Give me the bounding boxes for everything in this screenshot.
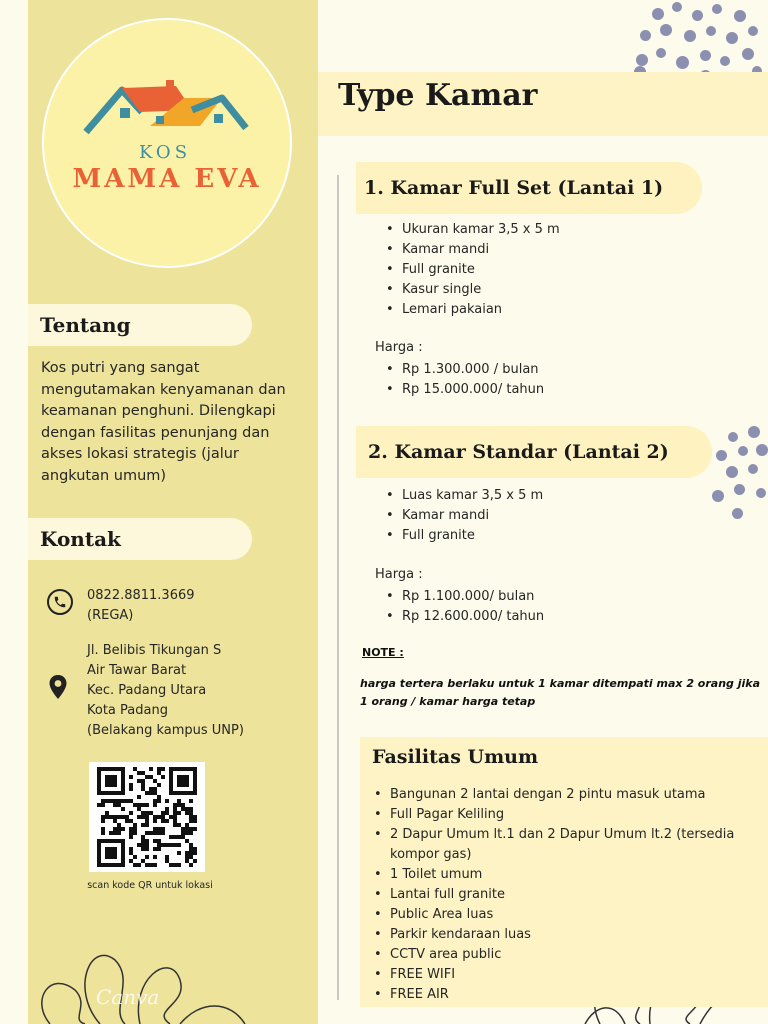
logo-kos-text: KOS — [138, 142, 192, 163]
phone-icon — [47, 589, 73, 615]
tentang-heading-pill — [28, 304, 252, 346]
list-item: • Lemari pakaian — [384, 300, 560, 320]
note-text: harga tertera berlaku untuk 1 kamar ditempati max 2 orang jika 1 orang / kamar harga tetap — [360, 677, 761, 708]
decorative-swirl-left — [30, 930, 250, 1024]
list-item: • Kamar mandi — [384, 240, 560, 260]
location-qr-code[interactable] — [89, 762, 205, 872]
list-item: • Parkir kendaraan luas — [372, 925, 757, 945]
phone-contact-name: (REGA) — [87, 608, 134, 623]
list-item: • Kamar mandi — [384, 506, 543, 526]
room2-price-label: Harga : — [375, 567, 423, 582]
canva-watermark: Canva — [96, 985, 160, 1009]
list-item: • CCTV area public — [372, 945, 757, 965]
list-item: • Kasur single — [384, 280, 560, 300]
price-item: • Rp 12.600.000/ tahun — [384, 607, 544, 627]
location-pin-icon — [46, 674, 70, 704]
list-item: • Lantai full granite — [372, 885, 757, 905]
kontak-heading: Kontak — [40, 527, 121, 551]
list-item: • FREE WIFI — [372, 965, 757, 985]
house-logo-icon — [80, 80, 250, 140]
list-item: • 1 Toilet umum — [372, 865, 757, 885]
list-item: • FREE AIR — [372, 985, 757, 1005]
price-item: • Rp 1.300.000 / bulan — [384, 360, 544, 380]
qr-caption: scan kode QR untuk lokasi — [87, 880, 213, 891]
list-item: • Ukuran kamar 3,5 x 5 m — [384, 220, 560, 240]
list-item: • Full granite — [384, 526, 543, 546]
tentang-heading: Tentang — [40, 313, 131, 337]
room1-features — [384, 220, 560, 320]
list-item: • Public Area luas — [372, 905, 757, 925]
room2-heading: 2. Kamar Standar (Lantai 2) — [368, 441, 669, 463]
room1-heading: 1. Kamar Full Set (Lantai 1) — [364, 177, 664, 199]
logo-brand-name: MAMA EVA — [72, 164, 262, 194]
price-item: • Rp 15.000.000/ tahun — [384, 380, 544, 400]
address-line: Air Tawar Barat — [87, 663, 187, 678]
page-title: Type Kamar — [338, 78, 538, 113]
room1-prices — [384, 360, 544, 400]
price-item: • Rp 1.100.000/ bulan — [384, 587, 544, 607]
room2-features — [384, 486, 543, 546]
note-label: NOTE : — [362, 646, 404, 659]
address-line: (Belakang kampus UNP) — [87, 723, 244, 738]
phone-number[interactable]: 0822.8811.3669 — [87, 588, 195, 603]
list-item: • Luas kamar 3,5 x 5 m — [384, 486, 543, 506]
fasilitas-list — [372, 785, 757, 1005]
fasilitas-heading: Fasilitas Umum — [372, 746, 539, 768]
list-item: • Full Pagar Keliling — [372, 805, 757, 825]
address-line: Kota Padang — [87, 703, 168, 718]
about-description: Kos putri yang sangat mengutamakan kenyamanan dan keamanan penghuni. Dilengkapi dengan fasilitas penunjang dan akses lokasi strategis (jalur angkutan umum) — [41, 360, 286, 484]
divider-line — [337, 175, 339, 1000]
room2-prices — [384, 587, 544, 627]
phone-contact[interactable] — [87, 586, 195, 626]
address-line: Jl. Belibis Tikungan S — [87, 643, 222, 658]
address-block — [87, 641, 244, 741]
list-item: • Full granite — [384, 260, 560, 280]
kontak-heading-pill — [28, 518, 252, 560]
list-item: • 2 Dapur Umum lt.1 dan 2 Dapur Umum lt.2 (tersedia kompor gas) — [372, 825, 757, 865]
list-item: • Bangunan 2 lantai dengan 2 pintu masuk utama — [372, 785, 757, 805]
address-line: Kec. Padang Utara — [87, 683, 207, 698]
room1-price-label: Harga : — [375, 340, 423, 355]
